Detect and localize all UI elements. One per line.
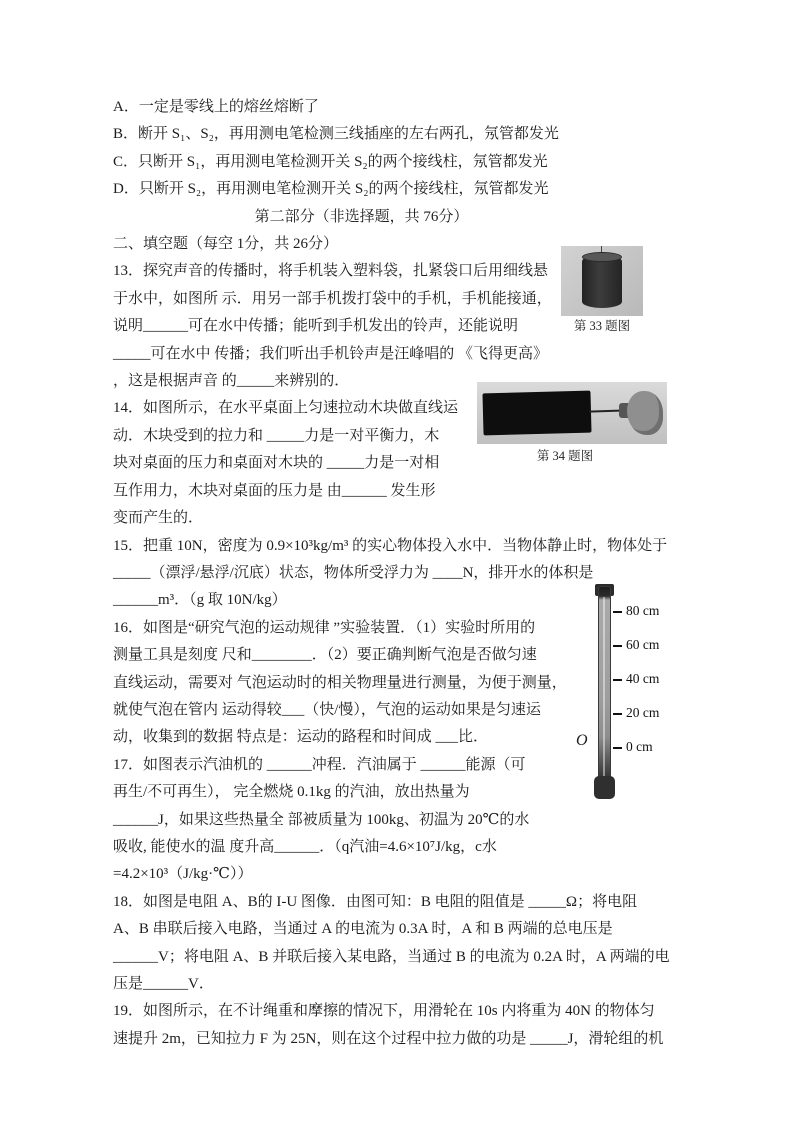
q14-line: 变而产生的．	[113, 510, 204, 527]
q13-line: 13．探究声音的传播时，将手机装入塑料袋，扎紧袋口后用细线悬	[113, 263, 549, 280]
q18-line: ______V；将电阻 A、B 并联后接入某电路，当通过 B 的电流为 0.2A 时，A 两端的电	[113, 948, 670, 965]
glass-tube	[598, 586, 611, 796]
option-d: D．只断开 S₂，再用测电笔检测开关 S₂的两个接线柱，氖管都发光	[113, 181, 549, 198]
q16-figure-tube	[568, 584, 683, 812]
q18-line: A、B 串联后接入电路，当通过 A 的电流为 0.3A 时，A 和 B 两端的总电压是	[113, 921, 613, 938]
scale-label: 40 cm	[626, 671, 660, 686]
q14-figure-caption: 第 34 题图	[536, 449, 594, 463]
q18-line: 压是______V．	[113, 976, 214, 992]
q14-line: 14．如图所示，在水平桌面上匀速拉动木块做直线运	[113, 400, 459, 417]
scale-label: 80 cm	[626, 603, 660, 618]
q13-line: 说明______可在水中传播；能听到手机发出的铃声，还能说明	[113, 318, 519, 335]
tube-cap-bottom	[594, 776, 615, 799]
section-title: 二、填空题（每空 1分，共 26分）	[113, 236, 339, 253]
scale-tick	[613, 747, 622, 749]
q16-line: 直线运动，需要对 气泡运动时的相关物理量进行测量，为便于测量，	[113, 674, 567, 691]
q19-line: 速提升 2m，已知拉力 F 为 25N，则在这个过程中拉力做的功是 _____J，滑轮组的机	[113, 1030, 664, 1047]
q17-line: =4.2×10³（J/kg·℃））	[113, 866, 253, 883]
scale-tick	[613, 611, 622, 613]
q14-line: 互作用力，木块对桌面的压力是 由______ 发生形	[113, 482, 436, 499]
q13-figure-photo	[561, 246, 643, 316]
q14-figure-photo	[477, 382, 667, 444]
q16-line: 测量工具是刻度 尺和________．（2）要正确判断气泡是否做匀速	[113, 647, 537, 664]
q14-line: 块对桌面的压力和桌面对木块的 _____力是一对相	[113, 455, 440, 472]
option-a: A．一定是零线上的熔丝熔断了	[113, 99, 319, 115]
text-column	[113, 94, 680, 1053]
q13-figure-caption: 第 33 题图	[573, 319, 631, 333]
option-c: C．只断开 S₁，再用测电笔检测开关 S₂的两个接线柱，氖管都发光	[113, 153, 548, 170]
q17-line: 吸收, 能使水的温 度升高______．（q汽油=4.6×10⁷J/kg，c水	[113, 838, 497, 855]
part-header: 第二部分（非选择题，共 76分）	[254, 208, 469, 225]
hand	[627, 391, 663, 435]
q17-line: 17．如图表示汽油机的 ______冲程．汽油属于 ______能源（可	[113, 756, 526, 773]
q15-line: 15．把重 10N，密度为 0.9×10³kg/m³ 的实心物体投入水中．当物体静止时，物体处于	[113, 537, 668, 554]
q16-line: 16．如图是“研究气泡的运动规律 ”实验装置．（1）实验时所用的	[113, 619, 536, 636]
q13-line: ，这是根据声音 的_____来辨别的．	[113, 373, 350, 390]
q15-line: ______m³．（g 取 10N/kg）	[113, 592, 287, 609]
q17-line: ______J，如果这些热量全 部被质量为 100kg、初温为 20℃的水	[113, 811, 530, 828]
scale-tick	[613, 713, 622, 715]
q14-line: 动．木块受到的拉力和 _____力是一对平衡力，木	[113, 427, 440, 444]
origin-label: O	[576, 732, 588, 749]
q13-line: _____可在水中 传播；我们听出手机铃声是汪峰唱的 《飞得更高》	[113, 345, 549, 362]
phone-in-bag	[582, 255, 622, 308]
scale-label: 60 cm	[626, 637, 660, 652]
q19-line: 19．如图所示，在不计绳重和摩擦的情况下，用滑轮在 10s 内将重为 40N 的物体匀	[113, 1003, 655, 1020]
q13-line: 于水中，如图所 示．用另一部手机拨打袋中的手机，手机能接通，	[113, 290, 552, 307]
q15-line: _____（漂浮/悬浮/沉底）状态，物体所受浮力为 ____N，排开水的体积是	[113, 564, 594, 581]
scale-tick	[613, 645, 622, 647]
wood-block	[482, 391, 591, 436]
scale-tick	[613, 679, 622, 681]
scale-label: 0 cm	[626, 739, 653, 754]
bag-opening	[582, 252, 622, 262]
q17-line: 再生/不可再生）， 完全燃烧 0.1kg 的汽油，放出热量为	[113, 784, 470, 801]
option-b: B．断开 S₁、S₂，再用测电笔检测三线插座的左右两孔，氖管都发光	[113, 126, 559, 143]
q16-line: 动，收集到的数据 特点是：运动的路程和时间成 ___比．	[113, 729, 489, 746]
q18-line: 18．如图是电阻 A、B的 I-U 图像．由图可知：B 电阻的阻值是 _____Ω；将电阻	[113, 893, 638, 910]
scale-label: 20 cm	[626, 705, 660, 720]
q16-line: 就使气泡在管内 运动得较___（快/慢），气泡的运动如果是匀速运	[113, 701, 541, 718]
